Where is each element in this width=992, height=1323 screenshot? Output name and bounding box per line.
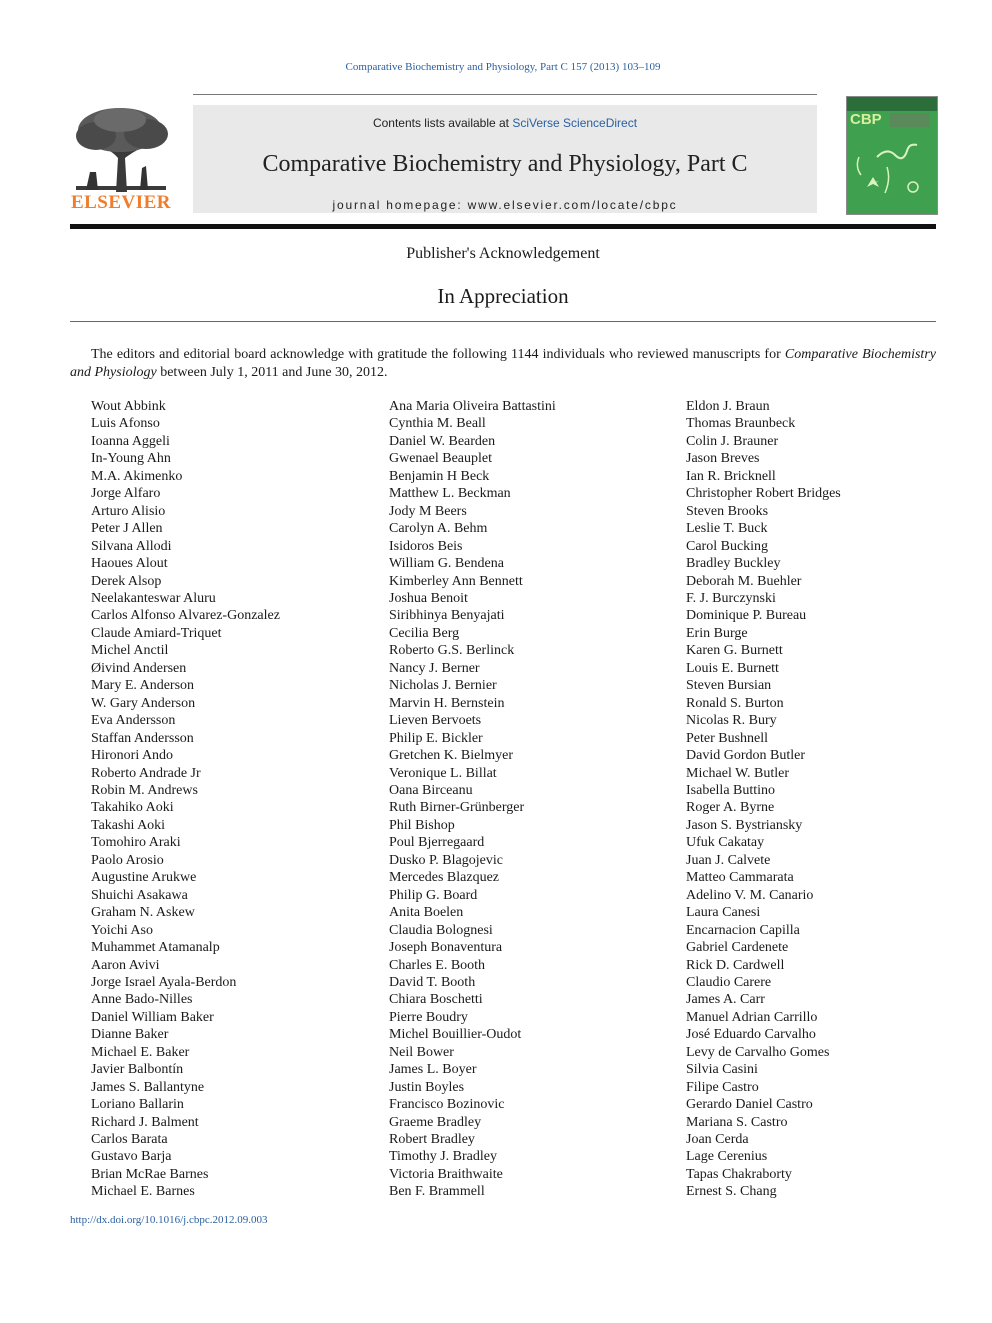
- reviewer-name: Gwenael Beauplet: [389, 451, 493, 467]
- elsevier-logo[interactable]: [70, 106, 172, 214]
- reviewer-name: Claudia Bolognesi: [389, 922, 493, 938]
- reviewer-name: Jorge Israel Ayala-Berdon: [91, 974, 237, 990]
- reviewer-name: Joshua Benoit: [389, 590, 468, 606]
- reviewer-name: Chiara Boschetti: [389, 992, 483, 1008]
- contents-line: [193, 116, 817, 130]
- article-title: In Appreciation: [437, 284, 569, 308]
- reviewer-name: Steven Bursian: [686, 678, 772, 694]
- reviewer-name: Benjamin H Beck: [389, 468, 490, 484]
- reviewer-name: Justin Boyles: [389, 1079, 465, 1095]
- reviewer-name: Hironori Ando: [91, 748, 174, 764]
- reviewer-name: Silvia Casini: [686, 1062, 758, 1078]
- journal-cover-thumbnail[interactable]: [846, 96, 938, 215]
- reviewer-name: Yoichi Aso: [91, 922, 153, 938]
- reviewer-name: Deborah M. Buehler: [686, 573, 802, 589]
- reviewer-name: Dusko P. Blagojevic: [389, 852, 503, 868]
- reviewer-name: Gerardo Daniel Castro: [686, 1097, 813, 1113]
- reviewer-name: Tomohiro Araki: [91, 835, 181, 851]
- doi-link[interactable]: http://dx.doi.org/10.1016/j.cbpc.2012.09.003: [70, 1214, 268, 1226]
- reviewer-name: Carol Bucking: [686, 538, 769, 554]
- reviewer-name: Steven Brooks: [686, 503, 769, 519]
- reviewer-name: Juan J. Calvete: [686, 852, 771, 868]
- reviewer-column-1: [91, 398, 280, 1201]
- reviewer-name: Robin M. Andrews: [91, 782, 198, 798]
- reviewer-name: Daniel William Baker: [91, 1009, 214, 1025]
- reviewer-name: Robert Bradley: [389, 1132, 475, 1148]
- reviewer-name: Manuel Adrian Carrillo: [686, 1009, 818, 1025]
- reviewer-name: James L. Boyer: [389, 1062, 477, 1078]
- reviewer-name: Charles E. Booth: [389, 957, 486, 973]
- reviewer-name: Karen G. Burnett: [686, 643, 783, 659]
- reviewer-name: Philip G. Board: [389, 887, 478, 903]
- reviewer-name: Graham N. Askew: [91, 905, 195, 921]
- reviewer-name: Eldon J. Braun: [686, 399, 770, 414]
- reviewer-name: Ben F. Brammell: [389, 1184, 485, 1200]
- reviewer-name: Encarnacion Capilla: [686, 922, 800, 938]
- reviewer-name: Marvin H. Bernstein: [389, 695, 505, 711]
- reviewer-name: Oana Birceanu: [389, 782, 473, 798]
- reviewer-name: Derek Alsop: [91, 573, 162, 589]
- reviewer-name: Michael E. Barnes: [91, 1184, 195, 1200]
- reviewer-name: Wout Abbink: [91, 399, 166, 414]
- reviewer-name: Jorge Alfaro: [91, 486, 161, 502]
- reviewer-name: Nicolas R. Bury: [686, 713, 777, 729]
- reviewer-name: Timothy J. Bradley: [389, 1149, 497, 1165]
- reviewer-name: Laura Canesi: [686, 905, 761, 921]
- reviewer-name: Ernest S. Chang: [686, 1184, 777, 1200]
- reviewer-name: Matteo Cammarata: [686, 870, 794, 886]
- reviewer-name: Takashi Aoki: [91, 817, 166, 833]
- reviewer-name: Joan Cerda: [686, 1132, 749, 1148]
- reviewer-name: Neil Bower: [389, 1044, 454, 1060]
- header-thick-rule: [70, 224, 936, 229]
- reviewer-name: Erin Burge: [686, 625, 748, 641]
- reviewer-name: Pierre Boudry: [389, 1009, 468, 1025]
- reviewer-name: Lieven Bervoets: [389, 713, 482, 729]
- reviewer-name: Silvana Allodi: [91, 538, 172, 554]
- reviewer-name: Kimberley Ann Bennett: [389, 573, 523, 589]
- reviewer-name: Arturo Alisio: [91, 503, 166, 519]
- reviewer-name: Roger A. Byrne: [686, 800, 775, 816]
- reviewer-name: Victoria Braithwaite: [389, 1166, 503, 1182]
- reviewer-name: Nancy J. Berner: [389, 660, 480, 676]
- reviewer-name: Isabella Buttino: [686, 782, 776, 798]
- reviewer-name: Joseph Bonaventura: [389, 940, 503, 956]
- reviewer-name: Thomas Braunbeck: [686, 416, 796, 432]
- reviewer-name: Aaron Avivi: [91, 957, 160, 973]
- reviewer-name: Louis E. Burnett: [686, 660, 779, 676]
- reviewer-name: Staffan Andersson: [91, 730, 194, 746]
- reviewer-name: Cecilia Berg: [389, 625, 460, 641]
- cover-abbrev: CBP: [850, 111, 882, 128]
- reviewer-name: Colin J. Brauner: [686, 433, 779, 449]
- reviewer-name: Gustavo Barja: [91, 1149, 172, 1165]
- reviewer-name: F. J. Burczynski: [686, 590, 776, 606]
- intro-text-before: The editors and editorial board acknowledge with gratitude the following 1144 individuals who reviewed manuscripts for: [91, 347, 785, 362]
- reviewer-name: Claudio Carere: [686, 974, 772, 990]
- reviewer-name: Matthew L. Beckman: [389, 486, 511, 502]
- cover-illustration-icon: [847, 97, 937, 214]
- reviewer-name: Phil Bishop: [389, 817, 455, 833]
- journal-citation-link[interactable]: Comparative Biochemistry and Physiology, Part C 157 (2013) 103–109: [345, 61, 661, 73]
- reviewer-name: Gretchen K. Bielmyer: [389, 748, 514, 764]
- reviewer-name: Philip E. Bickler: [389, 730, 483, 746]
- masthead: [70, 94, 936, 218]
- reviewer-name: William G. Bendena: [389, 556, 504, 572]
- reviewer-name: Filipe Castro: [686, 1079, 759, 1095]
- reviewer-name: Daniel W. Bearden: [389, 433, 496, 449]
- reviewer-name: Bradley Buckley: [686, 556, 781, 572]
- reviewer-name: Takahiko Aoki: [91, 800, 174, 816]
- reviewer-name: Loriano Ballarin: [91, 1097, 184, 1113]
- reviewer-name: Eva Andersson: [91, 713, 176, 729]
- reviewer-name: Mary E. Anderson: [91, 678, 195, 694]
- title-rule: [70, 321, 936, 322]
- reviewer-name: Lage Cerenius: [686, 1149, 768, 1165]
- reviewer-name: Isidoros Beis: [389, 538, 463, 554]
- reviewer-name: Paolo Arosio: [91, 852, 164, 868]
- reviewer-column-3: [686, 398, 841, 1201]
- reviewer-name: Peter J Allen: [91, 521, 163, 537]
- reviewer-name: Augustine Arukwe: [91, 870, 197, 886]
- reviewer-name: Roberto G.S. Berlinck: [389, 643, 515, 659]
- reviewer-column-2: [389, 398, 556, 1201]
- reviewer-name: Mariana S. Castro: [686, 1114, 788, 1130]
- reviewer-name: Levy de Carvalho Gomes: [686, 1044, 830, 1060]
- reviewer-name: Øivind Andersen: [91, 660, 187, 676]
- reviewer-name: Michael E. Baker: [91, 1044, 190, 1060]
- reviewer-name: Carolyn A. Behm: [389, 521, 488, 537]
- intro-text-after: between July 1, 2011 and June 30, 2012.: [156, 364, 388, 380]
- elsevier-wordmark: ELSEVIER: [70, 192, 172, 213]
- intro-paragraph: [70, 346, 936, 381]
- reviewer-name: Muhammet Atamanalp: [91, 940, 220, 956]
- reviewer-name: Jason Breves: [686, 451, 760, 467]
- contents-prefix: Contents lists available at: [372, 116, 513, 130]
- reviewer-name: Ronald S. Burton: [686, 695, 784, 711]
- reviewer-name: Anne Bado-Nilles: [91, 992, 193, 1008]
- masthead-top-rule: [193, 94, 817, 95]
- reviewer-name: Javier Balbontín: [91, 1062, 184, 1078]
- reviewer-name: James S. Ballantyne: [91, 1079, 205, 1095]
- elsevier-tree-icon: [70, 106, 172, 192]
- reviewer-name: Siribhinya Benyajati: [389, 608, 505, 624]
- reviewer-name: David Gordon Butler: [686, 748, 805, 764]
- reviewer-name: Carlos Alfonso Alvarez-Gonzalez: [91, 608, 280, 624]
- reviewer-name: Christopher Robert Bridges: [686, 486, 841, 502]
- reviewer-name: Francisco Bozinovic: [389, 1097, 505, 1113]
- reviewer-name: Cynthia M. Beall: [389, 416, 486, 432]
- reviewer-name: Ufuk Cakatay: [686, 835, 765, 851]
- reviewer-name: Rick D. Cardwell: [686, 957, 785, 973]
- reviewer-name: Luis Afonso: [91, 416, 160, 432]
- reviewer-name: Tapas Chakraborty: [686, 1166, 792, 1182]
- reviewer-name: Carlos Barata: [91, 1132, 168, 1148]
- reviewer-name: Jody M Beers: [389, 503, 467, 519]
- reviewer-name: Mercedes Blazquez: [389, 870, 499, 886]
- reviewer-name: In-Young Ahn: [91, 451, 171, 467]
- intro-journal-name: Comparative Biochemistry and Physiology: [70, 347, 936, 380]
- reviewer-name: Brian McRae Barnes: [91, 1166, 209, 1182]
- reviewer-name: Gabriel Cardenete: [686, 940, 789, 956]
- reviewer-name: Leslie T. Buck: [686, 521, 768, 537]
- reviewer-name: Shuichi Asakawa: [91, 887, 188, 903]
- article-type: Publisher's Acknowledgement: [406, 245, 600, 262]
- reviewer-name: Haoues Alout: [91, 556, 168, 572]
- journal-homepage-link[interactable]: journal homepage: www.elsevier.com/locate/cbpc: [332, 198, 678, 212]
- reviewer-name: Dominique P. Bureau: [686, 608, 807, 624]
- reviewer-name: Veronique L. Billat: [389, 765, 497, 781]
- reviewer-name: Graeme Bradley: [389, 1114, 482, 1130]
- reviewer-name: Richard J. Balment: [91, 1114, 199, 1130]
- journal-banner: [193, 105, 817, 213]
- journal-title: Comparative Biochemistry and Physiology, Part C: [262, 151, 748, 177]
- reviewer-name: W. Gary Anderson: [91, 695, 196, 711]
- reviewer-name: Michel Bouillier-Oudot: [389, 1027, 522, 1043]
- reviewer-name: Ana Maria Oliveira Battastini: [389, 399, 556, 414]
- reviewer-name: Ioanna Aggeli: [91, 433, 170, 449]
- reviewer-name: Ruth Birner-Grünberger: [389, 800, 525, 816]
- reviewer-name: Claude Amiard-Triquet: [91, 625, 222, 641]
- reviewer-name: Dianne Baker: [91, 1027, 169, 1043]
- reviewer-name: Jason S. Bystriansky: [686, 817, 803, 833]
- reviewer-name: M.A. Akimenko: [91, 468, 183, 484]
- reviewer-name: Ian R. Bricknell: [686, 468, 776, 484]
- reviewer-name: Peter Bushnell: [686, 730, 769, 746]
- reviewer-name: Michael W. Butler: [686, 765, 790, 781]
- reviewer-name: Nicholas J. Bernier: [389, 678, 497, 694]
- reviewer-name: Adelino V. M. Canario: [686, 887, 814, 903]
- reviewer-name: José Eduardo Carvalho: [686, 1027, 816, 1043]
- sciencedirect-link[interactable]: SciVerse ScienceDirect: [512, 116, 638, 130]
- reviewer-name: Anita Boelen: [389, 905, 464, 921]
- reviewer-name: David T. Booth: [389, 974, 476, 990]
- reviewer-name: Poul Bjerregaard: [389, 835, 485, 851]
- reviewer-name: Neelakanteswar Aluru: [91, 590, 216, 606]
- reviewer-name: Roberto Andrade Jr: [91, 765, 201, 781]
- reviewer-name: Michel Anctil: [91, 643, 169, 659]
- reviewer-name: James A. Carr: [686, 992, 765, 1008]
